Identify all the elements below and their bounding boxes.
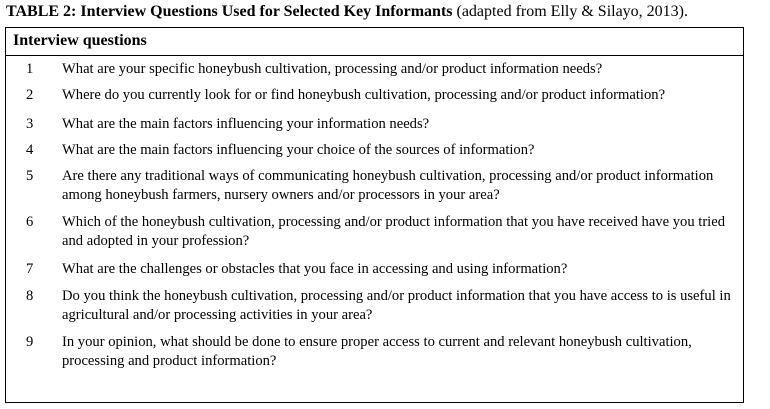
table-row	[6, 260, 743, 279]
interview-questions-table	[5, 27, 744, 403]
row-number: 5	[26, 168, 34, 184]
table-row	[6, 333, 743, 371]
table-row	[6, 115, 743, 134]
question-text: What are your specific honeybush cultivation, processing and/or product information needs?	[62, 61, 603, 77]
question-text: Do you think the honeybush cultivation, processing and/or product information that you have access to is useful in agricultural and/or processing activities in your area?	[62, 288, 731, 323]
row-number: 7	[26, 261, 34, 277]
table-row	[6, 86, 743, 105]
question-text: What are the main factors influencing your choice of the sources of information?	[62, 142, 535, 158]
question-text: What are the challenges or obstacles that you face in accessing and using information?	[62, 261, 568, 277]
row-number: 1	[26, 61, 34, 77]
table-caption-source: (adapted from Elly & Silayo, 2013).	[452, 3, 689, 20]
table-row	[6, 287, 743, 325]
table-body	[6, 56, 743, 371]
table-row	[6, 167, 743, 205]
table-row	[6, 141, 743, 160]
table-row	[6, 213, 743, 251]
question-text: Where do you currently look for or find honeybush cultivation, processing and/or product information?	[62, 87, 666, 103]
row-number: 3	[26, 116, 34, 132]
row-number: 4	[26, 142, 34, 158]
question-text: Are there any traditional ways of communicating honeybush cultivation, processing and/or product information among honeybush farmers, nursery owners and/or processors in your area?	[62, 168, 714, 203]
question-text: In your opinion, what should be done to ensure proper access to current and relevant honeybush cultivation, processing and product information?	[62, 334, 692, 369]
table-row	[6, 60, 743, 79]
row-number: 9	[26, 334, 34, 350]
question-text: What are the main factors influencing your information needs?	[62, 116, 430, 132]
table-header: Interview questions	[6, 28, 743, 56]
row-number: 2	[26, 87, 34, 103]
table-caption-title: TABLE 2: Interview Questions Used for Selected Key Informants	[6, 3, 453, 20]
row-number: 6	[26, 214, 34, 230]
table-caption	[6, 2, 688, 22]
row-number: 8	[26, 288, 34, 304]
question-text: Which of the honeybush cultivation, processing and/or product information that you have received have you tried and adopted in your profession?	[62, 214, 726, 249]
